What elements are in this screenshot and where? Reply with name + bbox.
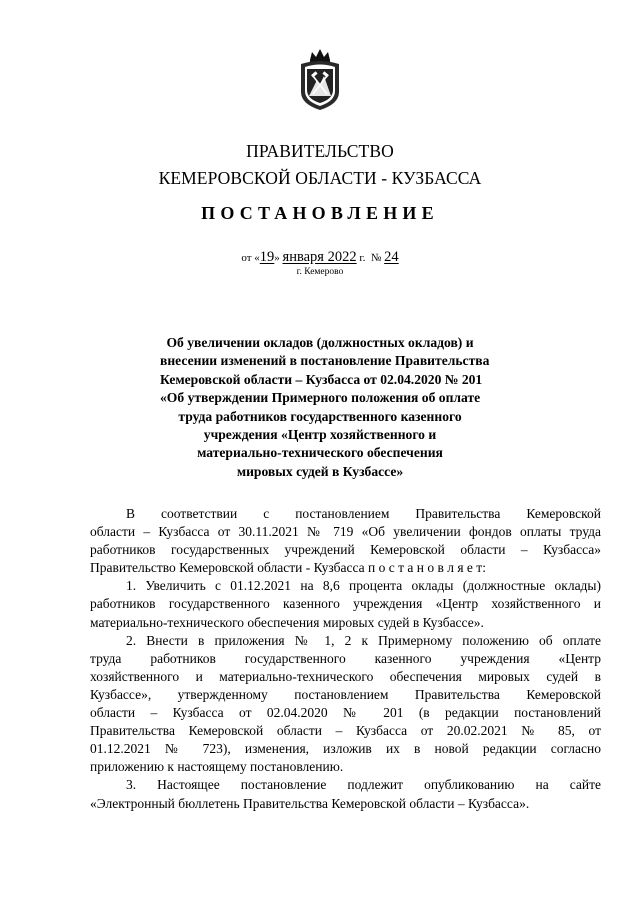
date-mid: »	[274, 252, 283, 264]
subject-line: труда работников государственного казенного	[178, 408, 462, 424]
subject-line: материально-технического обеспечения	[197, 445, 443, 461]
government-name	[0, 138, 640, 192]
kuzbass-coat-of-arms-icon	[297, 46, 343, 112]
body-line: работников государственных учреждений Кемеровской области – Кузбасса»	[90, 542, 601, 558]
subject-line: учреждения «Центр хозяйственного и	[203, 427, 437, 443]
subject-line: Кемеровской области – Кузбасса от 02.04.2020 № 201	[160, 371, 483, 387]
document-city: г. Кемерово	[296, 267, 344, 277]
government-line-2: КЕМЕРОВСКОЙ ОБЛАСТИ - КУЗБАССА	[158, 168, 482, 188]
government-line-1: ПРАВИТЕЛЬСТВО	[246, 141, 394, 161]
body-line: 01.12.2021 № 723), изменения, изложив их в новой редакции согласно	[90, 741, 601, 757]
subject-line: Об увеличении окладов (должностных окладов) и	[166, 335, 474, 350]
date-month-year: января 2022	[282, 249, 357, 265]
date-prefix: от «	[241, 252, 260, 264]
document-body	[90, 505, 601, 813]
date-year-suffix: г.	[356, 252, 366, 264]
body-line: Правительства Кемеровской области – Кузбасса от 20.02.2021 № 85, от	[90, 723, 601, 739]
body-line: 1. Увеличить с 01.12.2021 на 8,6 процента оклады (должностные оклады)	[126, 578, 601, 594]
body-line: 2. Внести в приложения № 1, 2 к Примерному положению об оплате	[126, 632, 601, 648]
body-line: Кузбассе», утвержденному постановлением Правительства Кемеровской	[90, 686, 601, 702]
body-line: труда работников государственного казенного учреждения «Центр	[90, 650, 601, 666]
subject-line: «Об утверждении Примерного положения об оплате	[160, 390, 481, 406]
document-type-title: ПОСТАНОВЛЕНИЕ	[201, 203, 439, 223]
body-line: 3. Настоящее постановление подлежит опубликованию на сайте	[126, 777, 601, 793]
body-line: В соответствии с постановлением Правительства Кемеровской	[126, 506, 601, 521]
document-date-number	[0, 250, 640, 265]
subject-line: мировых судей в Кузбассе»	[236, 463, 404, 479]
document-number: 24	[384, 249, 399, 265]
body-line: работников государственного казенного учреждения «Центр хозяйственного и	[90, 596, 601, 612]
body-line: приложению к настоящему постановлению.	[90, 759, 344, 775]
document-subject	[160, 334, 490, 481]
subject-line: внесении изменений в постановление Правительства	[160, 353, 490, 369]
body-line: хозяйственного и материально-технического обеспечения мировых судей в	[90, 668, 601, 684]
body-line: области – Кузбасса от 02.04.2020 № 201 (в редакции постановлений	[90, 705, 601, 721]
body-line: «Электронный бюллетень Правительства Кемеровской области – Кузбасса».	[90, 795, 530, 811]
number-label: №	[370, 252, 382, 264]
body-line: материально-технического обеспечения мировых судей в Кузбассе».	[90, 614, 484, 630]
body-line: Правительство Кемеровской области - Кузбасса п о с т а н о в л я е т:	[90, 560, 486, 576]
date-day: 19	[259, 249, 275, 265]
body-line: области – Кузбасса от 30.11.2021 № 719 «Об увеличении фондов оплаты труда	[90, 524, 601, 540]
